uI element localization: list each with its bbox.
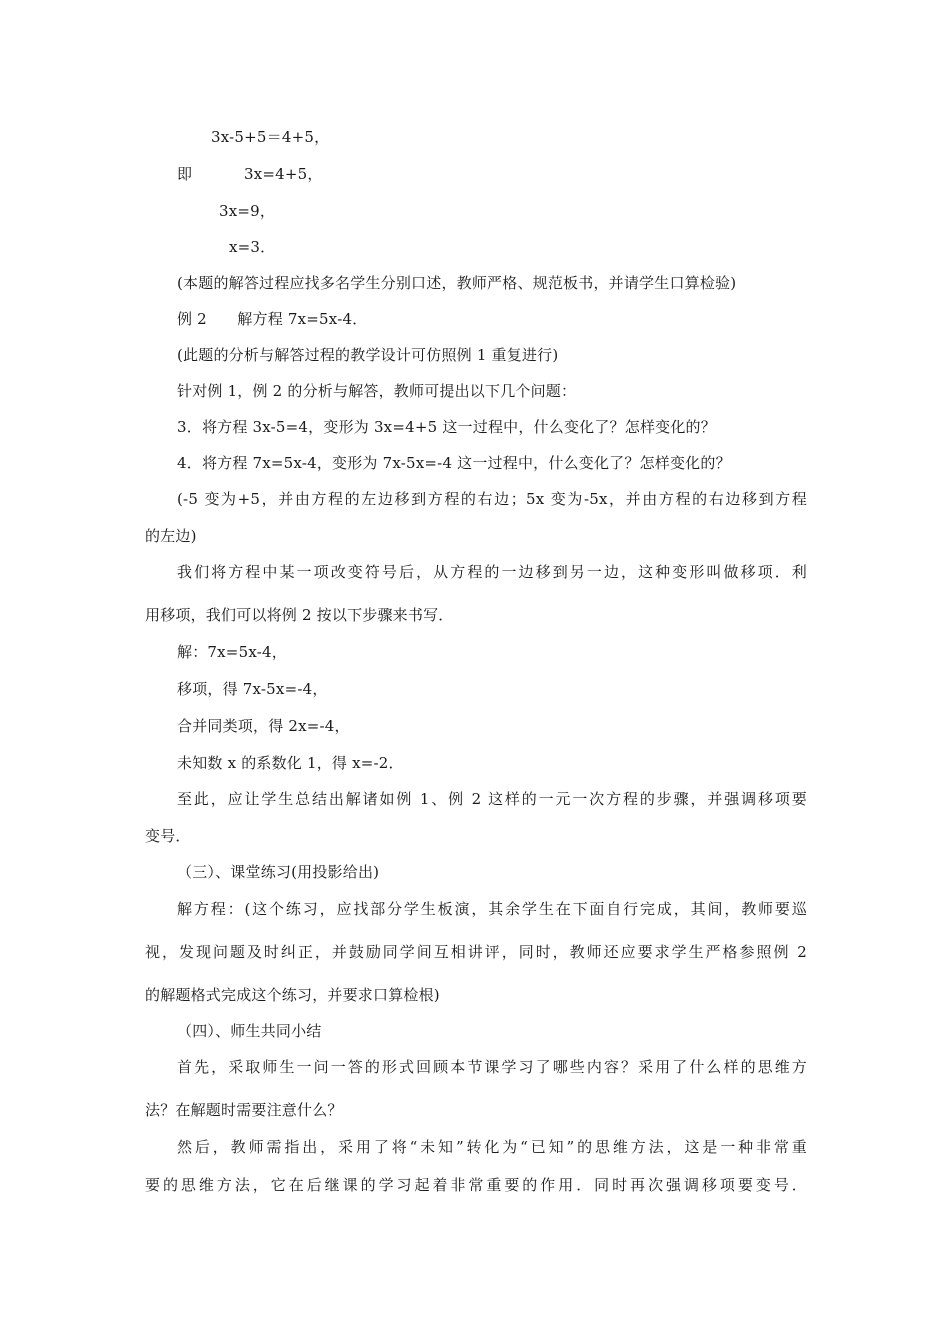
question-4: 4．将方程 7x=5x-4，变形为 7x-5x=-4 这一过程中，什么变化了？怎样变化的？ [177,454,731,472]
example-heading: 例 2 解方程 7x=5x-4． [177,310,368,328]
paragraph-line: (本题的解答过程应找多名学生分别口述，教师严格、规范板书，并请学生口算检验) [177,274,737,292]
solution-step: 未知数 x 的系数化 1，得 x=-2． [177,754,404,772]
paragraph-line: 的左边) [145,527,197,545]
solution-step: 合并同类项，得 2x=-4， [177,717,350,735]
equation-line: 3x=4+5， [244,165,323,183]
equation-prefix: 即 [177,165,193,183]
paragraph-line: 至此，应让学生总结出解诸如例 1、例 2 这样的一元一次方程的步骤，并强调移项要 [177,790,807,808]
paragraph-line: 我们将方程中某一项改变符号后，从方程的一边移到另一边，这种变形叫做移项．利 [177,563,807,581]
paragraph-line: 针对例 1，例 2 的分析与解答，教师可提出以下几个问题： [177,382,577,400]
paragraph-line: (此题的分析与解答过程的教学设计可仿照例 1 重复进行) [177,346,559,364]
solution-step: 解：7x=5x-4， [177,643,287,661]
question-3: 3．将方程 3x-5=4，变形为 3x=4+5 这一过程中，什么变化了？怎样变化的？ [177,418,716,436]
paragraph-line: 变号． [145,827,191,845]
paragraph-line: 法？在解题时需要注意什么？ [145,1101,343,1119]
paragraph-line: 要的思维方法，它在后继课的学习起着非常重要的作用．同时再次强调移项要变号． [145,1176,807,1194]
equation-line: 3x-5+5＝4+5， [211,128,330,146]
section-heading: （三）、课堂练习(用投影给出) [177,863,380,881]
solution-step: 移项，得 7x-5x=-4， [177,680,328,698]
paragraph-line: 用移项，我们可以将例 2 按以下步骤来书写． [145,606,454,624]
section-heading: （四）、师生共同小结 [177,1022,322,1040]
equation-line: 3x=9， [219,202,276,220]
paragraph-line: 然后，教师需指出，采用了将“未知”转化为“已知”的思维方法，这是一种非常重 [177,1138,807,1156]
paragraph-line: 的解题格式完成这个练习，并要求口算检根) [145,986,440,1004]
paragraph-line: (-5 变为+5，并由方程的左边移到方程的右边；5x 变为-5x，并由方程的右边移到方程 [177,490,807,508]
paragraph-line: 首先，采取师生一问一答的形式回顾本节课学习了哪些内容？采用了什么样的思维方 [177,1058,807,1076]
equation-line: x=3． [229,238,276,256]
paragraph-line: 视，发现问题及时纠正，并鼓励同学间互相讲评，同时，教师还应要求学生严格参照例 2 [145,943,807,961]
paragraph-line: 解方程：(这个练习，应找部分学生板演，其余学生在下面自行完成，其间，教师要巡 [177,900,807,918]
